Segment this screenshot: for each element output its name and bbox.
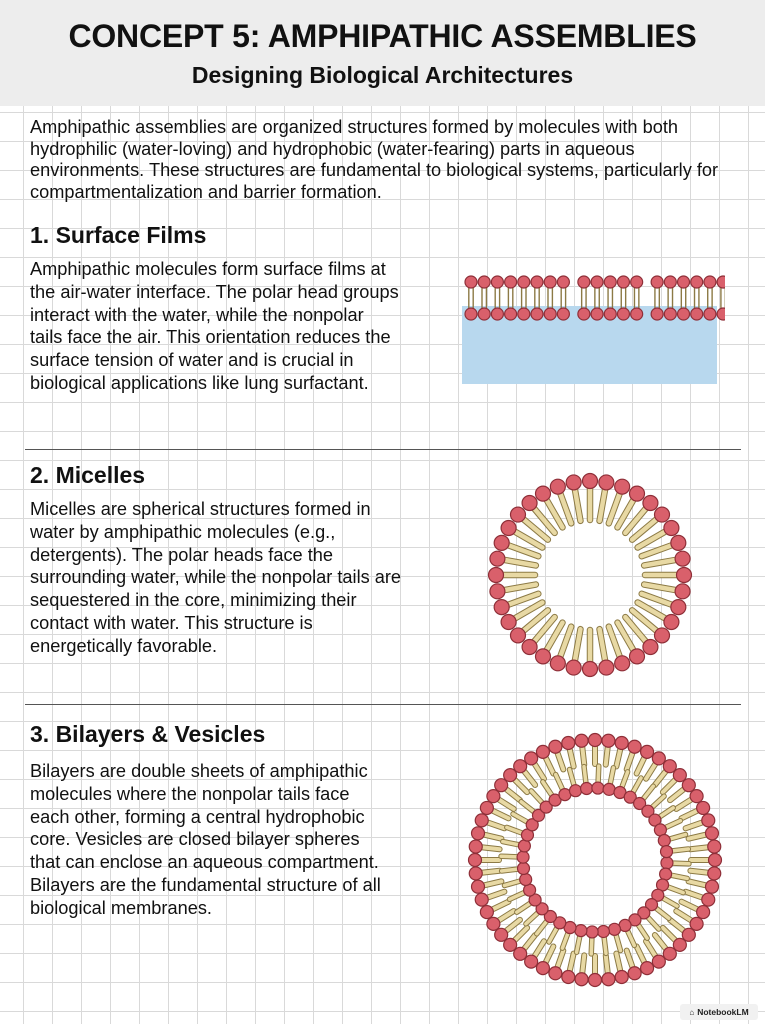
nonpolar-tail xyxy=(690,871,707,873)
polar-head xyxy=(631,276,643,288)
nonpolar-tail xyxy=(606,748,608,765)
nonpolar-tail xyxy=(582,955,584,972)
polar-head xyxy=(589,734,602,747)
polar-head xyxy=(566,475,581,490)
nonpolar-tail xyxy=(609,493,620,523)
nonpolar-tail xyxy=(690,847,707,849)
polar-head xyxy=(704,308,716,320)
polar-head xyxy=(630,649,645,664)
nonpolar-tail xyxy=(686,823,702,829)
section-divider xyxy=(25,449,741,450)
nonpolar-tail xyxy=(686,892,702,898)
polar-head xyxy=(522,640,537,655)
page-title: CONCEPT 5: AMPHIPATHIC ASSEMBLIES xyxy=(68,18,697,54)
nonpolar-tail xyxy=(501,856,517,857)
nonpolar-tail xyxy=(616,935,620,950)
polar-head xyxy=(661,857,673,869)
polar-head xyxy=(677,568,692,583)
polar-head xyxy=(708,840,721,853)
section-body-micelles: Micelles are spherical structures formed in water by amphipathic molecules (e.g., detergents). The polar heads face the surrounding water, while the nonpolar tails are sequestered in the core, minimizing their contact with water. This structure is energetically favorable. xyxy=(30,499,402,656)
nonpolar-tail xyxy=(508,545,538,556)
polar-head xyxy=(517,862,529,874)
polar-head xyxy=(544,276,556,288)
polar-head xyxy=(469,854,482,867)
polar-head xyxy=(465,308,477,320)
nonpolar-tail xyxy=(526,913,538,924)
polar-head xyxy=(664,308,676,320)
polar-head xyxy=(490,551,505,566)
nonpolar-tail xyxy=(600,489,606,521)
polar-head xyxy=(664,615,679,630)
polar-head xyxy=(557,308,569,320)
polar-head xyxy=(469,867,482,880)
nonpolar-tail xyxy=(483,871,500,873)
polar-head xyxy=(655,628,670,643)
polar-head xyxy=(717,276,725,288)
nonpolar-tail xyxy=(673,863,689,864)
polar-head xyxy=(617,276,629,288)
polar-head xyxy=(536,745,549,758)
polar-head xyxy=(518,840,530,852)
section-title-micelles: 2. Micelles xyxy=(30,462,146,488)
intro-paragraph: Amphipathic assemblies are organized structures formed by molecules with both hydrophilic (water-loving) and hydrophobic (water-fearing) parts in aqueous environments. These structures are fundamental to biological systems, particularly for compartmentalization and barrier formation. xyxy=(30,117,719,202)
polar-head xyxy=(525,955,538,968)
polar-head xyxy=(480,906,493,919)
nonpolar-tail xyxy=(504,585,536,591)
polar-head xyxy=(682,779,695,792)
polar-head xyxy=(604,308,616,320)
polar-head xyxy=(472,880,485,893)
nonpolar-tail xyxy=(558,951,564,967)
polar-head xyxy=(505,308,517,320)
polar-head xyxy=(495,928,508,941)
nonpolar-tail xyxy=(575,629,581,661)
polar-head xyxy=(675,551,690,566)
polar-head xyxy=(557,276,569,288)
polar-head xyxy=(617,308,629,320)
nonpolar-tail xyxy=(627,753,633,769)
polar-head xyxy=(586,926,598,938)
polar-head xyxy=(615,970,628,983)
polar-head xyxy=(608,923,620,935)
polar-head xyxy=(697,906,710,919)
polar-head xyxy=(709,854,722,867)
polar-head xyxy=(664,276,676,288)
polar-head xyxy=(536,649,551,664)
polar-head xyxy=(615,737,628,750)
polar-head xyxy=(531,276,543,288)
polar-head xyxy=(550,656,565,671)
polar-head xyxy=(491,308,503,320)
polar-head xyxy=(575,734,588,747)
polar-head xyxy=(472,827,485,840)
surface-film-diagram xyxy=(455,262,725,392)
polar-head xyxy=(578,308,590,320)
nonpolar-tail xyxy=(600,629,606,661)
polar-head xyxy=(549,967,562,980)
polar-head xyxy=(510,628,525,643)
nonpolar-tail xyxy=(604,937,606,953)
polar-head xyxy=(465,276,477,288)
nonpolar-tail xyxy=(584,767,586,783)
polar-head xyxy=(491,276,503,288)
polar-head xyxy=(575,973,588,986)
notebooklm-badge xyxy=(680,1004,758,1020)
polar-head xyxy=(520,873,532,885)
polar-head xyxy=(514,760,527,773)
polar-head xyxy=(655,507,670,522)
polar-head xyxy=(518,276,530,288)
nonpolar-tail xyxy=(505,881,520,885)
polar-head xyxy=(708,867,721,880)
polar-head xyxy=(678,308,690,320)
polar-head xyxy=(570,785,582,797)
polar-head xyxy=(544,308,556,320)
polar-head xyxy=(643,640,658,655)
polar-head xyxy=(630,486,645,501)
polar-head xyxy=(652,955,665,968)
polar-head xyxy=(549,740,562,753)
polar-head xyxy=(475,814,488,827)
nonpolar-tail xyxy=(558,753,564,769)
section-body-bilayers-vesicles: Bilayers are double sheets of amphipathic molecules where the nonpolar tails face each other, forming a central hydrophobic core. Vesicles are closed bilayer spheres that can enclose an aqueous compartment. Bilayers are the fundamental structure of all biological membranes. xyxy=(30,761,381,918)
nonpolar-tail xyxy=(672,849,688,851)
polar-head xyxy=(550,479,565,494)
polar-head xyxy=(705,827,718,840)
polar-head xyxy=(678,276,690,288)
polar-head xyxy=(705,880,718,893)
polar-head xyxy=(589,974,602,987)
section-divider xyxy=(25,704,741,705)
nonpolar-tail xyxy=(644,560,676,566)
polar-head xyxy=(615,479,630,494)
nonpolar-tail xyxy=(570,770,574,785)
polar-head xyxy=(603,783,615,795)
polar-head xyxy=(478,308,490,320)
nonpolar-tail xyxy=(609,627,620,657)
nonpolar-tail xyxy=(504,560,536,566)
polar-head xyxy=(651,308,663,320)
polar-head xyxy=(702,893,715,906)
polar-head xyxy=(599,475,614,490)
nonpolar-tail xyxy=(598,766,599,782)
polar-head xyxy=(660,868,672,880)
polar-head xyxy=(475,893,488,906)
polar-head xyxy=(631,308,643,320)
polar-head xyxy=(671,600,686,615)
polar-head xyxy=(643,495,658,510)
polar-head xyxy=(602,734,615,747)
nonpolar-tail xyxy=(642,594,672,605)
nonpolar-tail xyxy=(508,594,538,605)
notebooklm-logo-icon: ⌂ xyxy=(689,1007,695,1017)
polar-head xyxy=(494,600,509,615)
polar-head xyxy=(478,276,490,288)
nonpolar-tail xyxy=(531,791,542,803)
nonpolar-tail xyxy=(575,489,581,521)
header-band xyxy=(0,0,765,106)
nonpolar-tail xyxy=(582,748,584,765)
polar-head xyxy=(490,584,505,599)
polar-head xyxy=(510,507,525,522)
section-body-surface-films: Amphipathic molecules form surface films at the air-water interface. The polar head groups interact with the water, while the nonpolar tails face the air. This orientation reduces the surface tension of water and is crucial in biological applications like lung surfactant. xyxy=(30,259,399,393)
polar-head xyxy=(501,615,516,630)
polar-head xyxy=(581,782,593,794)
polar-head xyxy=(599,660,614,675)
polar-head xyxy=(489,568,504,583)
polar-head xyxy=(536,486,551,501)
polar-head xyxy=(597,926,609,938)
polar-head xyxy=(592,782,604,794)
polar-head xyxy=(480,801,493,814)
section-title-surface-films: 1. Surface Films xyxy=(30,222,207,248)
polar-head xyxy=(525,752,538,765)
nonpolar-tail xyxy=(627,951,633,967)
polar-head xyxy=(641,962,654,975)
polar-head xyxy=(675,584,690,599)
nonpolar-tail xyxy=(652,796,664,807)
polar-head xyxy=(501,521,516,536)
nonpolar-tail xyxy=(648,917,659,929)
nonpolar-tail xyxy=(606,955,608,972)
nonpolar-tail xyxy=(483,847,500,849)
polar-head xyxy=(591,308,603,320)
polar-head xyxy=(691,308,703,320)
polar-head xyxy=(562,737,575,750)
polar-head xyxy=(469,840,482,853)
polar-head xyxy=(663,947,676,960)
nonpolar-tail xyxy=(642,545,672,556)
polar-head xyxy=(717,308,725,320)
nonpolar-tail xyxy=(644,585,676,591)
nonpolar-tail xyxy=(502,869,518,871)
polar-head xyxy=(578,276,590,288)
polar-head xyxy=(690,917,703,930)
nonpolar-tail xyxy=(591,938,592,954)
polar-head xyxy=(691,276,703,288)
polar-head xyxy=(518,308,530,320)
polar-head xyxy=(531,308,543,320)
polar-head xyxy=(566,660,581,675)
polar-head xyxy=(487,917,500,930)
badge-label: NotebookLM xyxy=(697,1007,749,1017)
polar-head xyxy=(583,662,598,677)
polar-head xyxy=(628,967,641,980)
polar-head xyxy=(641,745,654,758)
polar-head xyxy=(658,835,670,847)
polar-head xyxy=(697,801,710,814)
section-title-bilayers-vesicles: 3. Bilayers & Vesicles xyxy=(30,721,266,747)
polar-head xyxy=(661,846,673,858)
nonpolar-tail xyxy=(488,823,504,829)
polar-head xyxy=(652,752,665,765)
polar-head xyxy=(494,535,509,550)
polar-head xyxy=(536,962,549,975)
polar-head xyxy=(505,276,517,288)
polar-head xyxy=(517,851,529,863)
polar-head xyxy=(562,970,575,983)
polar-head xyxy=(602,973,615,986)
polar-head xyxy=(575,925,587,937)
nonpolar-tail xyxy=(560,493,571,523)
polar-head xyxy=(591,276,603,288)
vesicle-bilayer-diagram xyxy=(465,732,725,988)
polar-head xyxy=(615,656,630,671)
polar-head xyxy=(690,790,703,803)
polar-head xyxy=(628,740,641,753)
polar-head xyxy=(604,276,616,288)
polar-head xyxy=(651,276,663,288)
nonpolar-tail xyxy=(560,627,571,657)
polar-head xyxy=(522,495,537,510)
polar-head xyxy=(704,276,716,288)
page-subtitle: Designing Biological Architectures xyxy=(191,62,574,88)
nonpolar-tail xyxy=(488,892,504,898)
polar-head xyxy=(671,535,686,550)
polar-head xyxy=(664,521,679,536)
polar-head xyxy=(487,790,500,803)
nonpolar-tail xyxy=(670,835,685,839)
micelle-diagram xyxy=(485,470,695,680)
polar-head xyxy=(702,814,715,827)
polar-head xyxy=(583,474,598,489)
